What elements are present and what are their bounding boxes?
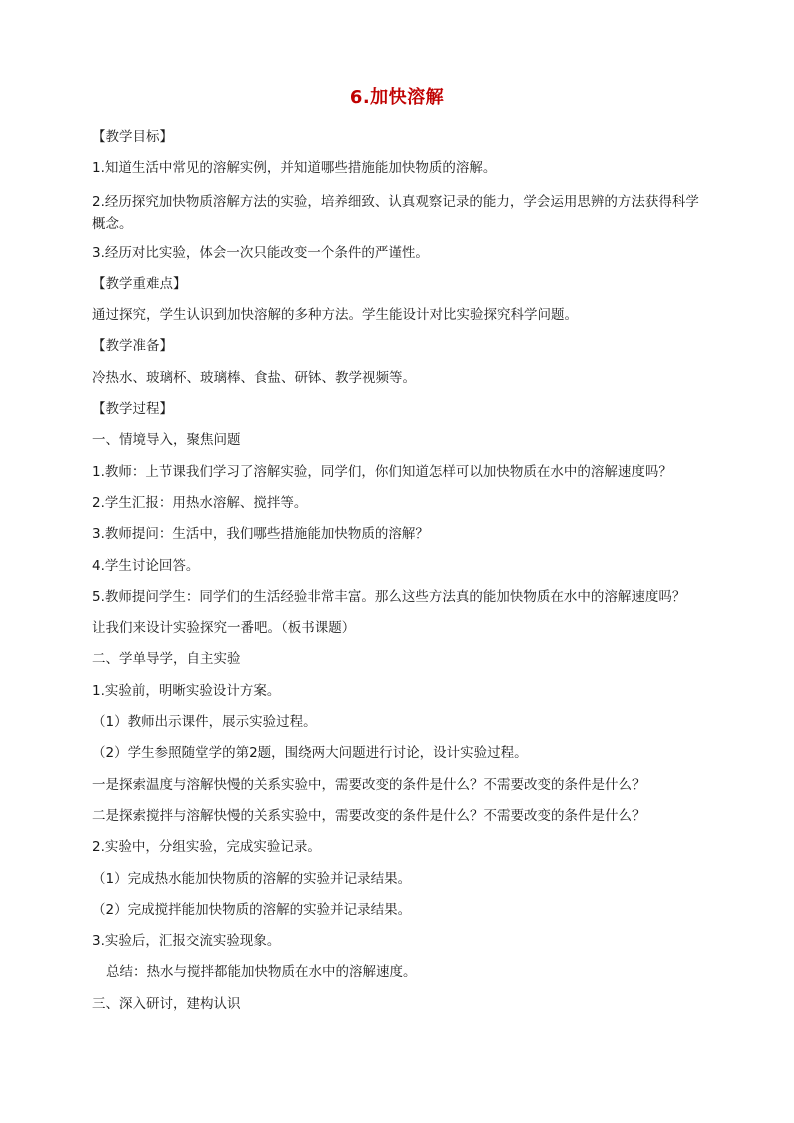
paragraph: 冷热水、玻璃杯、玻璃棒、食盐、研钵、教学视频等。 [92,369,416,386]
section-heading-preparation: 【教学准备】 [92,338,173,355]
paragraph: 2.经历探究加快物质溶解方法的实验，培养细致、认真观察记录的能力，学会运用思辨的方法获得科学概念。 [92,193,699,232]
paragraph: 5.教师提问学生：同学们的生活经验非常丰富。那么这些方法真的能加快物质在水中的溶解速度吗？ [92,588,686,605]
paragraph: 2.实验中，分组实验，完成实验记录。 [92,839,321,856]
paragraph: 一是探索温度与溶解快慢的关系实验中，需要改变的条件是什么？不需要改变的条件是什么？ [92,776,646,793]
paragraph: 1.知道生活中常见的溶解实例，并知道哪些措施能加快物质的溶解。 [92,160,497,177]
subsection-heading: 三、深入研讨，建构认识 [92,995,241,1012]
paragraph: （1）教师出示课件，展示实验过程。 [92,714,317,731]
section-heading-objectives: 【教学目标】 [92,129,173,145]
paragraph: 1.教师：上节课我们学习了溶解实验，同学们，你们知道怎样可以加快物质在水中的溶解速度吗？ [92,463,672,480]
paragraph: 通过探究，学生认识到加快溶解的多种方法。学生能设计对比实验探究科学问题。 [92,307,578,324]
document-title: 6.加快溶解 [349,87,445,108]
paragraph: 二是探索搅拌与溶解快慢的关系实验中，需要改变的条件是什么？不需要改变的条件是什么？ [92,807,646,824]
paragraph: （2）学生参照随堂学的第2题，围绕两大问题进行讨论，设计实验过程。 [92,745,528,762]
summary-paragraph: 总结：热水与搅拌都能加快物质在水中的溶解速度。 [106,964,417,981]
section-heading-key-points: 【教学重难点】 [92,275,187,292]
paragraph: （1）完成热水能加快物质的溶解的实验并记录结果。 [92,870,412,887]
section-heading-process: 【教学过程】 [92,401,173,418]
paragraph: 1.实验前，明晰实验设计方案。 [92,682,281,699]
subsection-heading: 一、情境导入，聚焦问题 [92,432,241,449]
paragraph: 3.教师提问：生活中，我们哪些措施能加快物质的溶解？ [92,526,429,543]
paragraph: 3.经历对比实验，体会一次只能改变一个条件的严谨性。 [92,244,429,261]
subsection-heading: 二、学单导学，自主实验 [92,651,241,668]
paragraph: 让我们来设计实验探究一番吧。（板书课题） [92,620,356,637]
paragraph: 2.学生汇报：用热水溶解、搅拌等。 [92,494,308,511]
paragraph: 4.学生讨论回答。 [92,557,200,574]
paragraph: 3.实验后，汇报交流实验现象。 [92,933,281,950]
document-body [92,128,704,1026]
paragraph: （2）完成搅拌能加快物质的溶解的实验并记录结果。 [92,901,412,918]
